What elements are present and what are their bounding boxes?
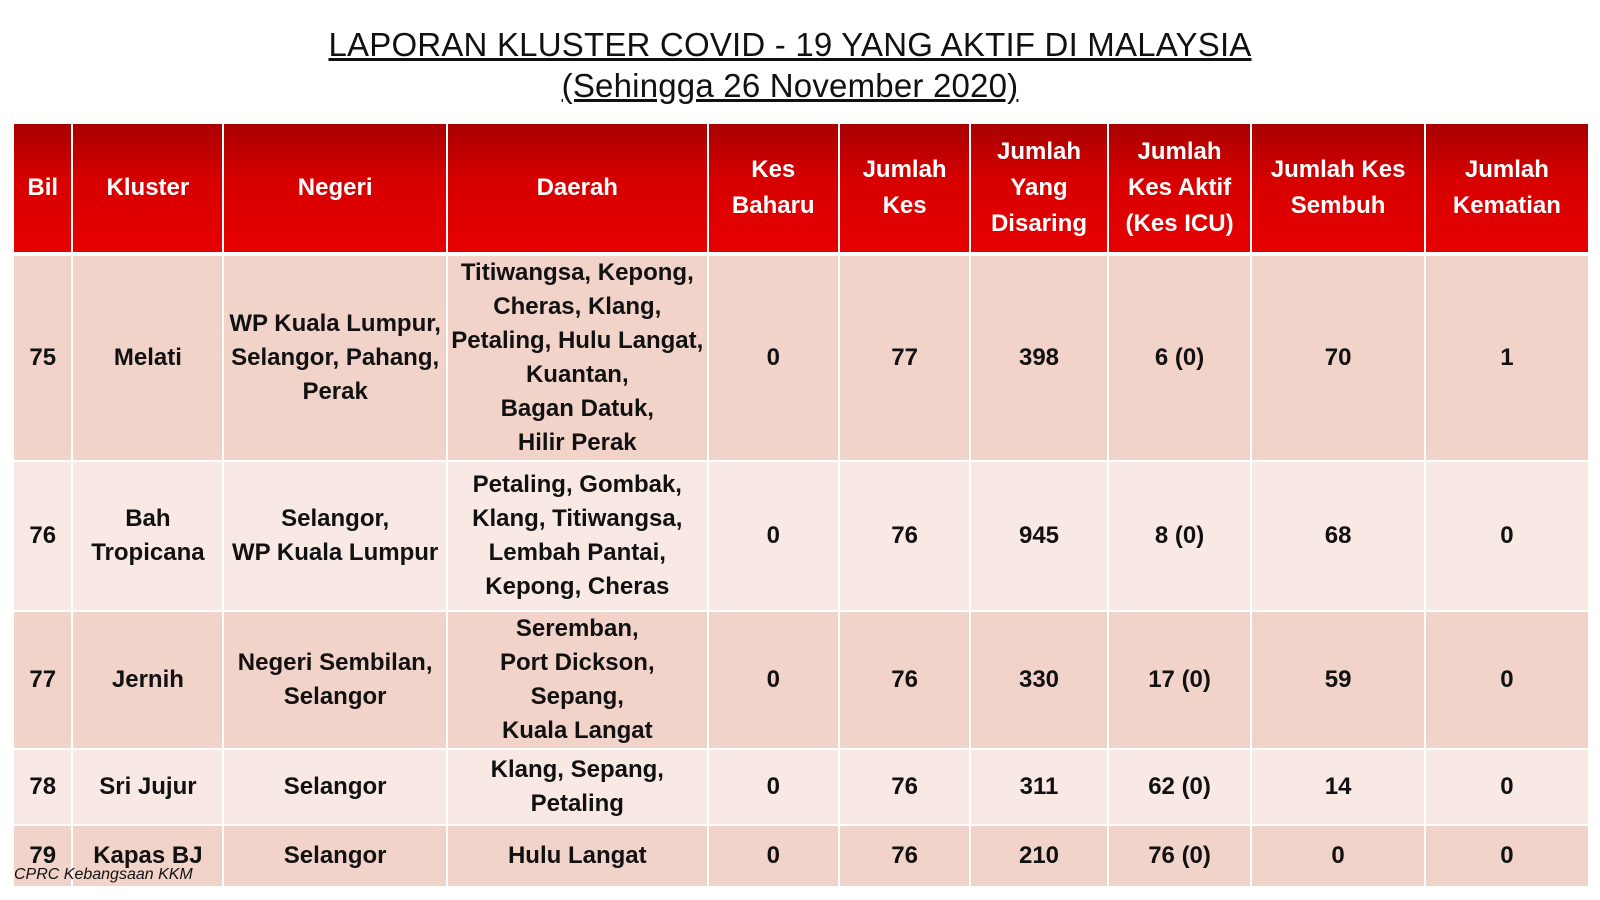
- header-jumlah-disaring: Jumlah Yang Disaring: [970, 124, 1107, 254]
- cell-daerah: Titiwangsa, Kepong, Cheras, Klang, Petaling, Hulu Langat, Kuantan, Bagan Datuk, Hilir Perak: [447, 254, 708, 461]
- cell-kes-baharu: 0: [708, 611, 839, 749]
- cell-kes-sembuh: 59: [1251, 611, 1424, 749]
- cell-negeri: Negeri Sembilan, Selangor: [223, 611, 447, 749]
- cell-kes-aktif: 17 (0): [1108, 611, 1252, 749]
- cell-jumlah-disaring: 311: [970, 749, 1107, 825]
- cell-kematian: 0: [1425, 611, 1588, 749]
- cell-jumlah-kes: 76: [839, 461, 970, 611]
- table-row: [14, 825, 1588, 887]
- source-footer: CPRC Kebangsaan KKM: [14, 866, 193, 883]
- cell-kes-aktif: 8 (0): [1108, 461, 1252, 611]
- title-line-1: LAPORAN KLUSTER COVID - 19 YANG AKTIF DI MALAYSIA: [328, 26, 1252, 63]
- cluster-table: [14, 124, 1588, 888]
- table-header-row: [14, 124, 1588, 254]
- cell-jumlah-kes: 76: [839, 825, 970, 887]
- table-row: [14, 611, 1588, 749]
- cell-daerah: Klang, Sepang, Petaling: [447, 749, 708, 825]
- cell-kematian: 0: [1425, 825, 1588, 887]
- cell-kematian: 0: [1425, 749, 1588, 825]
- header-kematian: Jumlah Kematian: [1425, 124, 1588, 254]
- cell-bil: 75: [14, 254, 72, 461]
- header-kes-sembuh: Jumlah Kes Sembuh: [1251, 124, 1424, 254]
- cell-jumlah-disaring: 330: [970, 611, 1107, 749]
- cell-kluster: Kapas BJ: [72, 825, 223, 887]
- cell-kes-sembuh: 70: [1251, 254, 1424, 461]
- table-row: [14, 749, 1588, 825]
- cell-kematian: 1: [1425, 254, 1588, 461]
- cell-jumlah-disaring: 945: [970, 461, 1107, 611]
- header-kluster: Kluster: [72, 124, 223, 254]
- cell-kes-sembuh: 68: [1251, 461, 1424, 611]
- report-title: [0, 24, 1580, 106]
- cell-negeri: Selangor, WP Kuala Lumpur: [223, 461, 447, 611]
- cell-kluster: Bah Tropicana: [72, 461, 223, 611]
- cell-negeri: WP Kuala Lumpur, Selangor, Pahang, Perak: [223, 254, 447, 461]
- cell-kes-baharu: 0: [708, 749, 839, 825]
- cell-kes-sembuh: 0: [1251, 825, 1424, 887]
- cell-kluster: Melati: [72, 254, 223, 461]
- header-jumlah-kes: Jumlah Kes: [839, 124, 970, 254]
- title-line-2: (Sehingga 26 November 2020): [561, 67, 1019, 104]
- header-daerah: Daerah: [447, 124, 708, 254]
- cell-jumlah-kes: 76: [839, 749, 970, 825]
- header-kes-baharu: Kes Baharu: [708, 124, 839, 254]
- cell-jumlah-disaring: 210: [970, 825, 1107, 887]
- cell-jumlah-kes: 77: [839, 254, 970, 461]
- cell-jumlah-kes: 76: [839, 611, 970, 749]
- cell-kes-sembuh: 14: [1251, 749, 1424, 825]
- cell-kes-aktif: 76 (0): [1108, 825, 1252, 887]
- cell-kes-baharu: 0: [708, 825, 839, 887]
- cell-jumlah-disaring: 398: [970, 254, 1107, 461]
- cell-kluster: Sri Jujur: [72, 749, 223, 825]
- cell-kes-aktif: 62 (0): [1108, 749, 1252, 825]
- cell-bil: 76: [14, 461, 72, 611]
- cell-kes-baharu: 0: [708, 254, 839, 461]
- cell-bil: 79: [14, 825, 72, 887]
- cell-bil: 77: [14, 611, 72, 749]
- cell-daerah: Petaling, Gombak, Klang, Titiwangsa, Lembah Pantai, Kepong, Cheras: [447, 461, 708, 611]
- table-row: [14, 461, 1588, 611]
- cell-kluster: Jernih: [72, 611, 223, 749]
- header-kes-aktif: Jumlah Kes Aktif (Kes ICU): [1108, 124, 1252, 254]
- cell-kes-aktif: 6 (0): [1108, 254, 1252, 461]
- cell-bil: 78: [14, 749, 72, 825]
- cell-kematian: 0: [1425, 461, 1588, 611]
- cell-negeri: Selangor: [223, 825, 447, 887]
- header-bil: Bil: [14, 124, 72, 254]
- cell-negeri: Selangor: [223, 749, 447, 825]
- cell-kes-baharu: 0: [708, 461, 839, 611]
- cell-daerah: Seremban, Port Dickson, Sepang, Kuala Langat: [447, 611, 708, 749]
- table-row: [14, 254, 1588, 461]
- header-negeri: Negeri: [223, 124, 447, 254]
- cell-daerah: Hulu Langat: [447, 825, 708, 887]
